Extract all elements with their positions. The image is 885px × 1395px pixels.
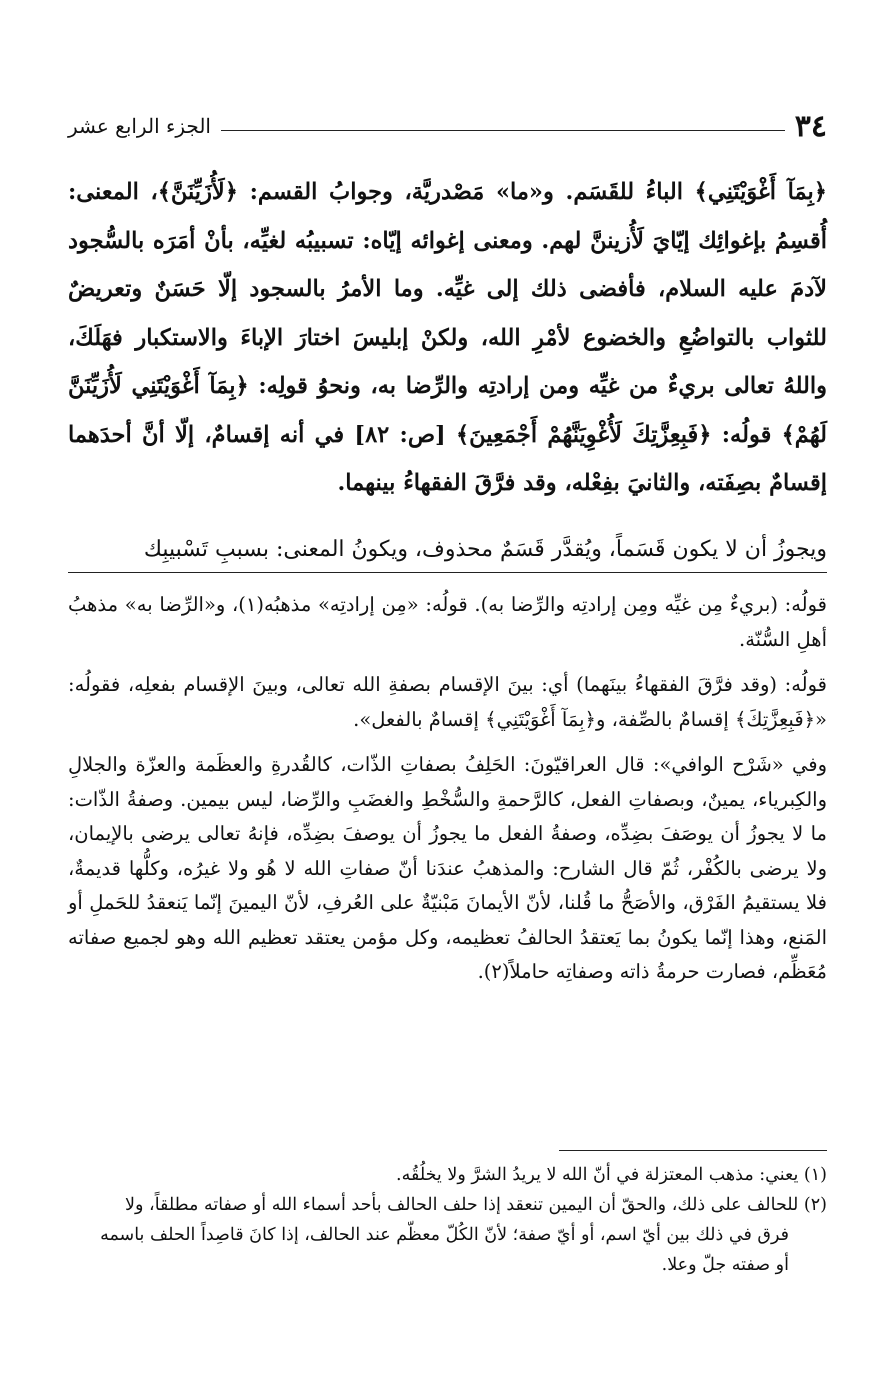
page-header: [68, 108, 827, 144]
main-text: [68, 168, 827, 508]
secondary-text: ويجوزُ أن لا يكون قَسَماً، ويُقدَّر قَسَمٌ محذوف، ويكونُ المعنى: بسببِ تَسْبيبِك: [143, 537, 827, 562]
commentary-paragraph-2: قولُه: (وقد فرَّقَ الفقهاءُ بينَهما) أي: بينَ الإقسام بصفةِ الله تعالى، وبينَ الإقسام بفعلِه، فقولُه: «﴿فَبِعِزَّتِكَ﴾ إقسامٌ بالصِّفة، و﴿بِمَآ أَغْوَيْتَنِي﴾ إقسامٌ بالفعل».: [68, 673, 827, 731]
footnote-2-continued: فرق في ذلك بين أيّ اسم، أو أيّ صفة؛ لأنّ الكُلّ معظّم عند الحالف، إذا كانَ قاصِداً الحلف باسمه: [100, 1225, 789, 1245]
volume-title: الجزء الرابع عشر: [68, 114, 211, 138]
commentary-paragraph-3: وفي «شَرْح الوافي»: قال العراقيّونَ: الحَلِفُ بصفاتِ الذّات، كالقُدرةِ والعظَمة والعزّة والجلالِ والكِبرياء، يمينٌ، وبصفاتِ الفعل، كالرَّحمةِ والسُّخْطِ والغضَبِ والرِّضا، ليس بيمين. وصفةُ الذّات: ما لا يجوزُ أن يوصَفَ بضِدِّه، وصفةُ الفعل ما يجوزُ أن يوصفَ بضِدِّه، فإنهُ تعالى يرضى بالإيمان، ولا يرضى بالكُفْر، ثُمّ قال الشارح: والمذهبُ عندَنا أنّ صفاتِ الله لا هُو ولا غيرُه، وكلُّها قديمةٌ، فلا يستقيمُ الفَرْق، والأصَحُّ ما قُلنا، لأنّ الأيمانَ مَبْنيّةٌ على العُرفِ، لأنّ اليمينَ إنّما يَنعقدُ للحَملِ أو المَنع، وهذا إنّما يكونُ بما يَعتقدُ الحالفُ تعظيمه، وكل مؤمن يعتقد تعظيم الله وهو لجميع صفاته مُعَظِّم، فصارت حرمةُ ذاته وصفاتِه حاملاً(٢).: [68, 753, 827, 983]
header-rule: [221, 130, 785, 131]
footnote-separator: [559, 1150, 827, 1151]
commentary-paragraph-1: قولُه: (بريءٌ مِن غيِّه ومِن إرادتِه والرِّضا به). قولُه: «مِن إرادتِه» مذهبُه(١)، و«الرِّضا به» مذهبُ أهلِ السُّنّة.: [68, 593, 827, 651]
page-number: ٣٤: [794, 108, 827, 144]
main-paragraph: ﴿بِمَآ أَغْوَيْتَنِي﴾ الباءُ للقَسَم. و«ما» مَصْدريَّة، وجوابُ القسم: ﴿لَأُزَيِّنَنَّ﴾، المعنى: أُقسِمُ بإغوائِك إيّايَ لَأُزيننَّ لهم. ومعنى إغوائه إيّاه: تسبيبُه لغيِّه، بأنْ أمَرَه بالسُّجود لآدمَ عليه السلام، فأفضى ذلك إلى غيِّه. وما الأمرُ بالسجود إلّا حَسَنٌ وتعريضٌ للثواب بالتواضُعِ والخضوع لأمْرِ الله، ولكنْ إبليسَ اختارَ الإباءَ والاستكبار فهَلَكَ، واللهُ تعالى بريءٌ من غيِّه ومن إرادتِه والرِّضا به، ونحوُ قولِه: ﴿بِمَآ أَغْوَيْتَنِي لَأُزَيِّنَنَّ لَهُمْ﴾ قولُه: ﴿فَبِعِزَّتِكَ لَأُغْوِيَنَّهُمْ أَجْمَعِينَ﴾ [ص: ٨٢] في أنه إقسامٌ، إلّا أنَّ أحدَهما إقسامٌ بصِفَته، والثانيَ بفِعْله، وقد فرَّقَ الفقهاءُ بينهما.: [68, 179, 828, 496]
footnote-2: (٢) للحالف على ذلك، والحقّ أن اليمين تنعقد إذا حلف الحالف بأحد أسماء الله أو صفاته مطلقاً، ولا: [125, 1195, 827, 1215]
footnote-2-end: أو صفته جلّ وعلا.: [661, 1255, 789, 1275]
commentary-separator: [68, 572, 827, 573]
commentary: [68, 588, 827, 1001]
footnotes: [68, 1160, 827, 1280]
footnote-1: (١) يعني: مذهب المعتزلة في أنّ الله لا يريدُ الشرَّ ولا يخلُقُه.: [396, 1165, 827, 1185]
